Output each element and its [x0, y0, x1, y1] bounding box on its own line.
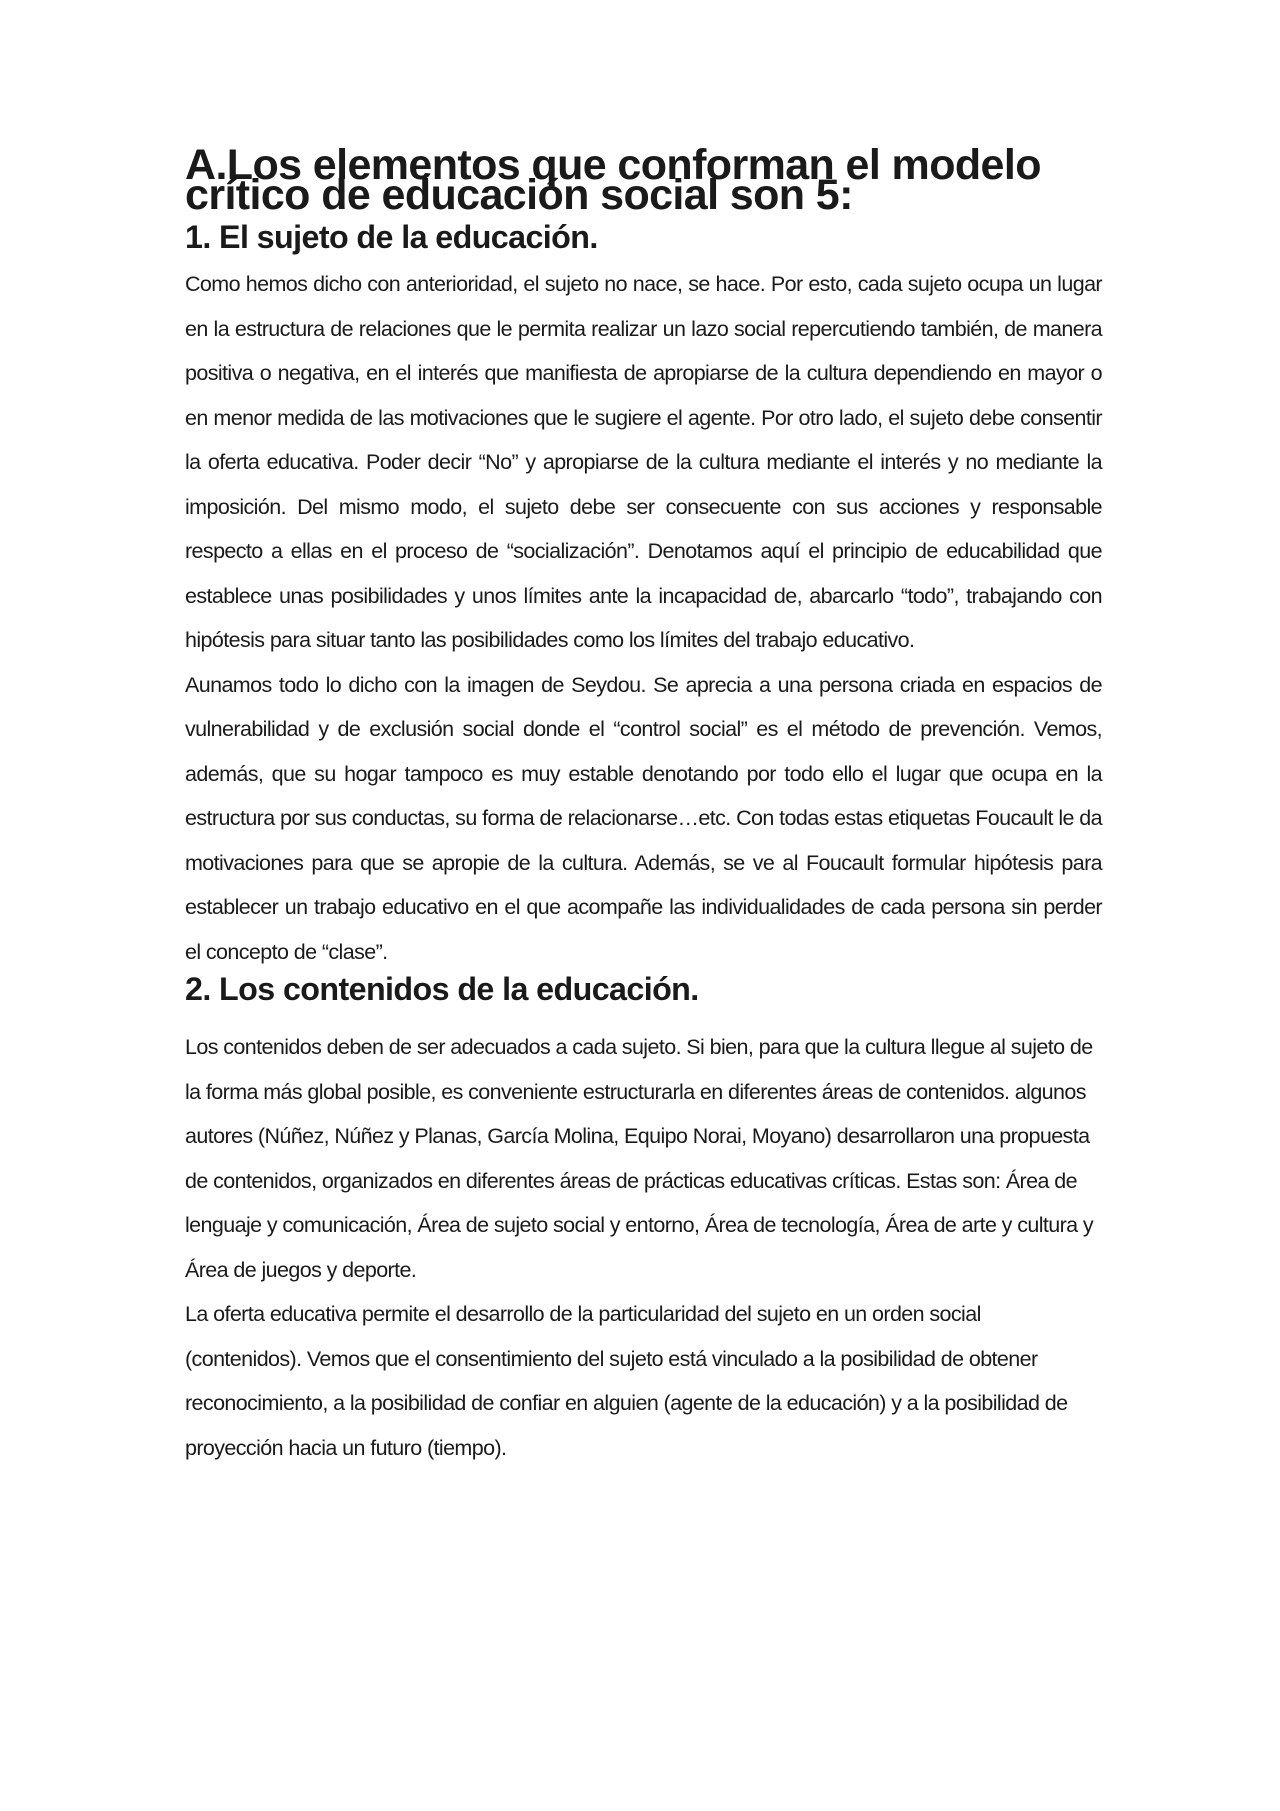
document-body	[185, 141, 1102, 1470]
document-title: A.Los elementos que conforman el modelo crítico de educación social son 5:	[185, 141, 1041, 219]
paragraph-seydou: Aunamos todo lo dicho con la imagen de Seydou. Se aprecia a una persona criada en espacios de vulnerabilidad y de exclusión social donde el “control social” es el método de prevención. Vemos, además, que su hogar tampoco es muy estable denotando por todo ello el lugar que ocupa en la estructura por sus conductas, su forma de relacionarse…etc. Con todas estas etiquetas Foucault le da motivaciones para que se apropie de la cultura. Además, se ve al Foucault formular hipótesis para establecer un trabajo educativo en el que acompañe las individualidades de cada persona sin perder el concepto de “clase”.	[185, 672, 1102, 964]
paragraph-educational-offer: La oferta educativa permite el desarrollo de la particularidad del sujeto en un orden social (contenidos). Vemos que el consentimiento del sujeto está vinculado a la posibilidad de obtener reconocimiento, a la posibilidad de confiar en alguien (agente de la educación) y a la posibilidad de proyección hacia un futuro (tiempo).	[185, 1302, 1068, 1460]
paragraph-contents-areas: Los contenidos deben de ser adecuados a cada sujeto. Si bien, para que la cultura llegue al sujeto de la forma más global posible, es conveniente estructurarla en diferentes áreas de contenidos. algunos autores (Núñez, Núñez y Planas, García Molina, Equipo Norai, Moyano) desarrollaron una propuesta de contenidos, organizados en diferentes áreas de prácticas educativas críticas. Estas son: Área de lenguaje y comunicación, Área de sujeto social y entorno, Área de tecnología, Área de arte y cultura y Área de juegos y deporte.	[185, 1035, 1094, 1282]
paragraph-subject-intro: Como hemos dicho con anterioridad, el sujeto no nace, se hace. Por esto, cada sujeto ocupa un lugar en la estructura de relaciones que le permita realizar un lazo social repercutiendo también, de manera positiva o negativa, en el interés que manifiesta de apropiarse de la cultura dependiendo en mayor o en menor medida de las motivaciones que le sugiere el agente. Por otro lado, el sujeto debe consentir la oferta educativa. Poder decir “No” y apropiarse de la cultura mediante el interés y no mediante la imposición. Del mismo modo, el sujeto debe ser consecuente con sus acciones y responsable respecto a ellas en el proceso de “socialización”. Denotamos aquí el principio de educabilidad que establece unas posibilidades y unos límites ante la incapacidad de, abarcarlo “todo”, trabajando con hipótesis para situar tanto las posibilidades como los límites del trabajo educativo.	[185, 272, 1102, 652]
section-heading-contents: 2. Los contenidos de la educación.	[185, 971, 699, 1007]
section-heading-subject: 1. El sujeto de la educación.	[185, 219, 598, 255]
